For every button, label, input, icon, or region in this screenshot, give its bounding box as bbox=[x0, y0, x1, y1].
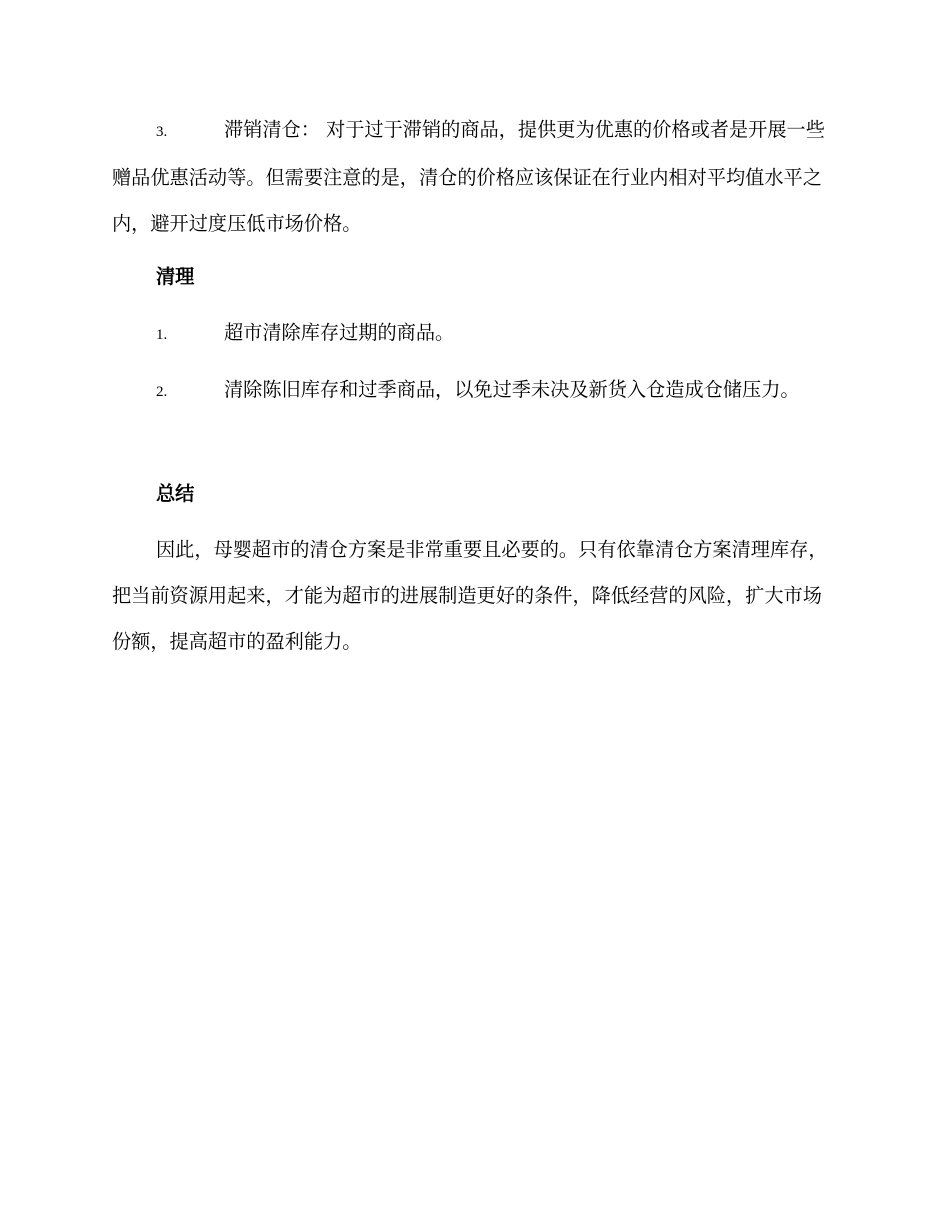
list-item-2 bbox=[112, 367, 840, 415]
list-item-text: 滞销清仓： 对于过于滞销的商品，提供更为优惠的价格或者是开展一些赠品优惠活动等。但需要注意的是，清仓的价格应该保证在行业内相对平均值水平之内，避开过度压低市场价格。 bbox=[112, 118, 825, 235]
list-item-1 bbox=[112, 310, 840, 358]
section-heading-cleanup: 清理 bbox=[156, 265, 195, 288]
summary-paragraph: 因此，母婴超市的清仓方案是非常重要且必要的。只有依靠清仓方案清理库存，把当前资源用起来，才能为超市的进展制造更好的条件，降低经营的风险，扩大市场份额，提高超市的盈利能力。 bbox=[112, 538, 828, 653]
list-number: 3. bbox=[156, 124, 168, 140]
list-item-text: 超市清除库存过期的商品。 bbox=[224, 321, 455, 344]
list-number: 2. bbox=[156, 384, 168, 400]
list-item-text: 清除陈旧库存和过季商品，以免过季未决及新货入仓造成仓储压力。 bbox=[224, 378, 800, 401]
section-heading-summary: 总结 bbox=[156, 482, 195, 505]
list-number: 1. bbox=[156, 327, 168, 343]
list-item-3 bbox=[112, 107, 840, 247]
